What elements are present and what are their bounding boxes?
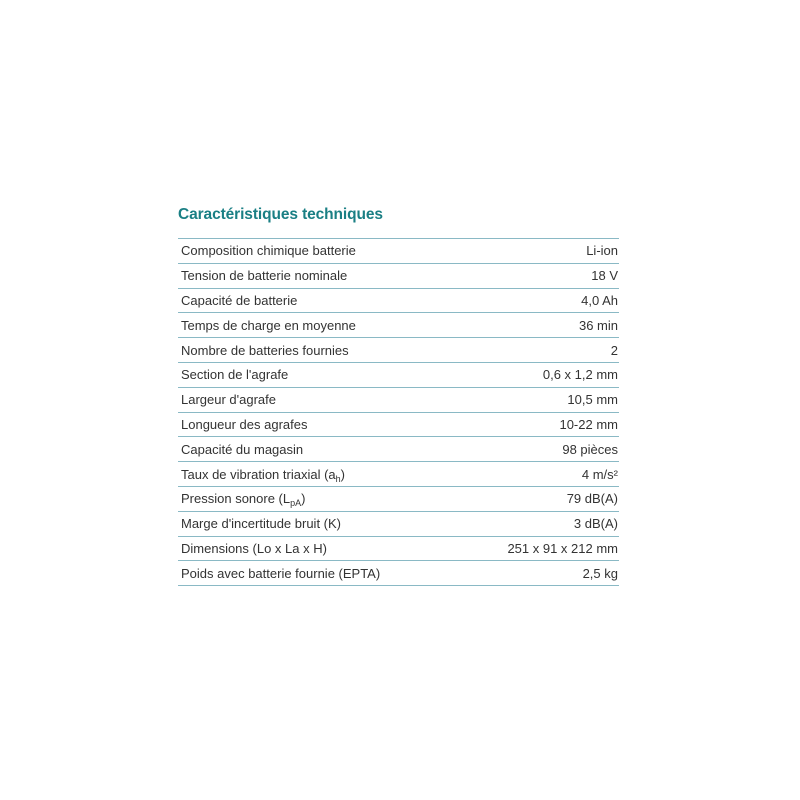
spec-label: Marge d'incertitude bruit (K)	[181, 516, 341, 532]
spec-value: Li-ion	[586, 243, 618, 259]
spec-label-close: )	[301, 491, 306, 507]
spec-value: 10-22 mm	[559, 416, 618, 432]
tech-specs-section	[178, 205, 619, 586]
spec-value: 10,5 mm	[567, 392, 618, 408]
spec-value: 251 x 91 x 212 mm	[507, 540, 618, 556]
spec-label-subscript: pA	[290, 498, 302, 509]
spec-row	[178, 313, 619, 338]
spec-label: Section de l'agrafe	[181, 367, 289, 383]
spec-label: Nombre de batteries fournies	[181, 342, 349, 358]
spec-label: Largeur d'agrafe	[181, 392, 276, 408]
spec-label-sound-pressure	[181, 491, 306, 509]
spec-label: Poids avec batterie fournie (EPTA)	[181, 565, 381, 581]
spec-label-close: )	[340, 466, 345, 482]
spec-value: 3 dB(A)	[573, 516, 618, 532]
spec-label: Tension de batterie nominale	[181, 268, 348, 284]
spec-label: Capacité de batterie	[181, 292, 298, 308]
spec-row	[178, 388, 619, 413]
spec-row	[178, 512, 619, 537]
spec-row	[178, 413, 619, 438]
spec-row	[178, 264, 619, 289]
section-title: Caractéristiques techniques	[178, 206, 383, 223]
spec-value: 18 V	[591, 268, 618, 284]
spec-row	[178, 561, 619, 586]
spec-label-subscript: h	[335, 473, 341, 484]
spec-value: 2	[610, 342, 618, 358]
spec-label-text: Taux de vibration triaxial (a	[181, 466, 336, 482]
spec-label-vibration	[181, 467, 345, 482]
spec-value: 2,5 kg	[582, 565, 618, 581]
spec-label: Composition chimique batterie	[181, 243, 356, 259]
spec-row	[178, 363, 619, 388]
spec-value: 4 m/s²	[581, 466, 618, 482]
spec-row	[178, 487, 619, 512]
spec-row	[178, 338, 619, 363]
spec-label: Dimensions (Lo x La x H)	[181, 540, 327, 556]
spec-row	[178, 289, 619, 314]
spec-label: Temps de charge en moyenne	[181, 317, 356, 333]
spec-value: 4,0 Ah	[581, 292, 618, 308]
spec-value: 36 min	[578, 317, 618, 333]
specs-table	[178, 238, 619, 586]
spec-label-text: Pression sonore (L	[181, 491, 291, 507]
spec-row	[178, 462, 619, 487]
spec-row	[178, 437, 619, 462]
spec-label: Longueur des agrafes	[181, 416, 308, 432]
spec-row	[178, 537, 619, 562]
spec-value: 0,6 x 1,2 mm	[542, 367, 618, 383]
spec-label: Capacité du magasin	[181, 441, 304, 457]
spec-row	[178, 239, 619, 264]
spec-value: 98 pièces	[562, 441, 618, 457]
spec-value: 79 dB(A)	[566, 491, 618, 507]
